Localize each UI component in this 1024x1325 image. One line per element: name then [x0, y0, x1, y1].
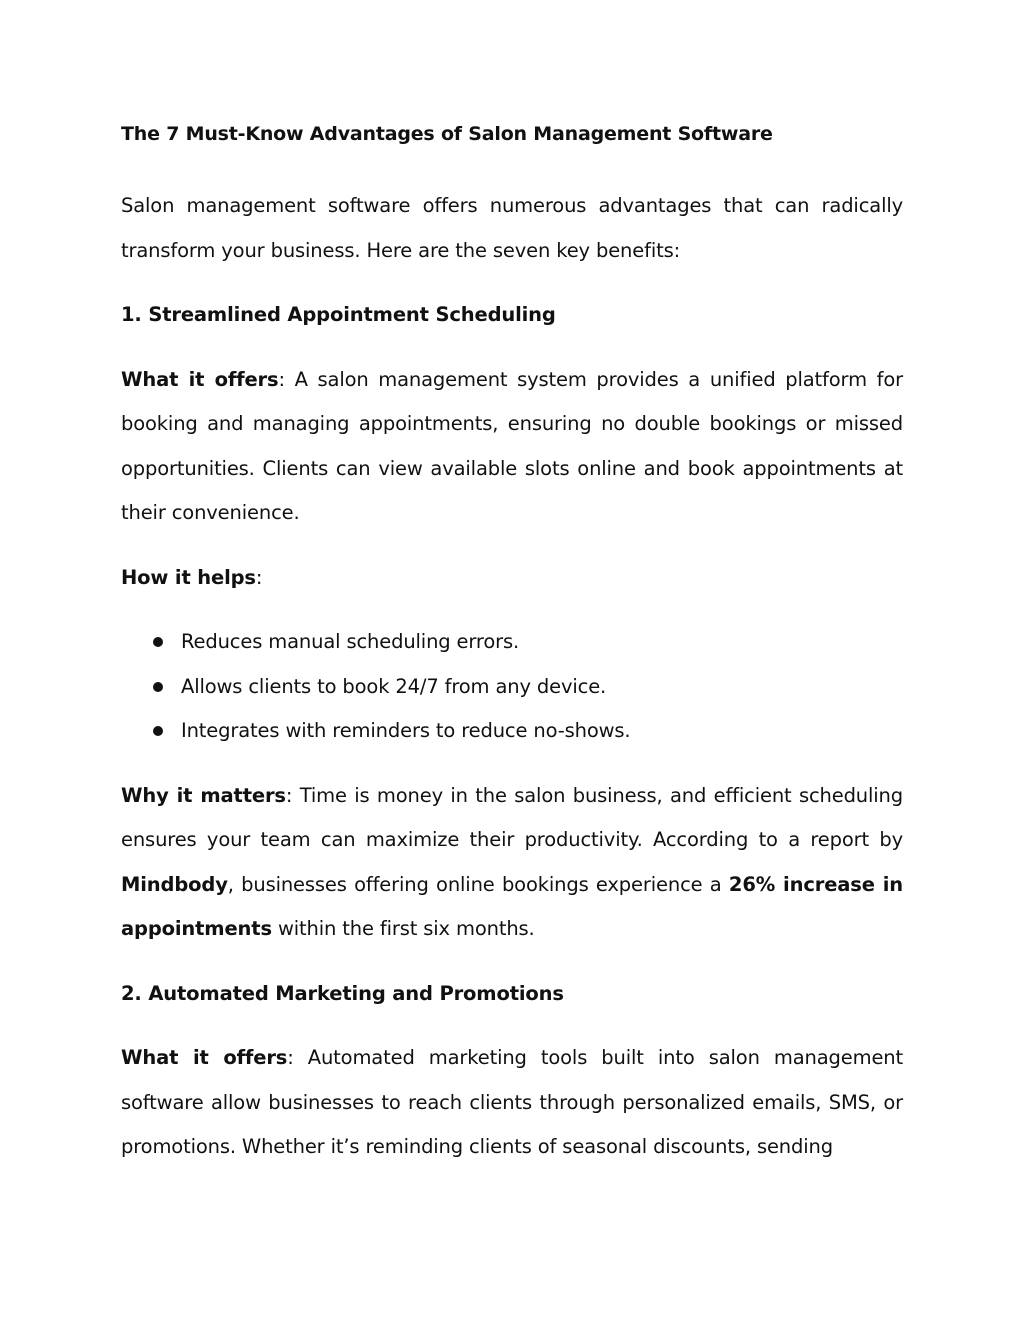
bullet-icon — [153, 637, 163, 647]
what-it-offers-text: : Automated marketing tools built into salon management software allow businesses to reach clients through personalized emails, SMS, or promotions. Whether it’s reminding clients of seasonal discounts, sending — [121, 1046, 903, 1158]
list-item — [121, 709, 903, 754]
document-title: The 7 Must-Know Advantages of Salon Management Software — [121, 123, 773, 145]
mindbody-brand: Mindbody — [121, 872, 228, 896]
section-1-heading: 1. Streamlined Appointment Scheduling — [121, 303, 556, 326]
why-it-matters-text-3: within the first six months. — [271, 917, 535, 940]
list-item — [121, 620, 903, 665]
section-1-how-it-helps — [121, 556, 903, 601]
bullet-icon — [153, 682, 163, 692]
why-it-matters-label: Why it matters — [121, 783, 286, 807]
what-it-offers-text: : A salon management system provides a unified platform for booking and managing appointments, ensuring no double bookings or missed opportunities. Clients can view available slots online and book appointments at their convenience. — [121, 367, 903, 524]
section-2-heading: 2. Automated Marketing and Promotions — [121, 981, 564, 1005]
section-1-why-it-matters — [121, 774, 903, 952]
section-1-what-it-offers — [121, 358, 903, 536]
list-item-text: Integrates with reminders to reduce no-shows. — [181, 719, 631, 742]
how-it-helps-list — [121, 620, 903, 754]
what-it-offers-label: What it offers — [121, 367, 279, 391]
what-it-offers-label: What it offers — [121, 1046, 288, 1069]
list-item-text: Allows clients to book 24/7 from any device. — [181, 674, 607, 698]
list-item-text: Reduces manual scheduling errors. — [181, 630, 520, 653]
how-it-helps-colon: : — [255, 565, 263, 589]
intro-paragraph: Salon management software offers numerous advantages that can radically transform your business. Here are the seven key benefits: — [121, 194, 903, 262]
list-item — [121, 665, 903, 710]
bullet-icon — [153, 726, 163, 736]
section-2-what-it-offers — [121, 1036, 903, 1170]
why-it-matters-text: : Time is money in the salon business, and efficient scheduling ensures your team can maximize their productivity. According to a report by — [121, 783, 903, 851]
how-it-helps-label: How it helps — [121, 565, 256, 589]
appointments-stat: 26% increase in appointments — [121, 872, 903, 940]
document-page — [121, 118, 903, 1170]
why-it-matters-text-2: , businesses offering online bookings experience a — [227, 872, 729, 896]
